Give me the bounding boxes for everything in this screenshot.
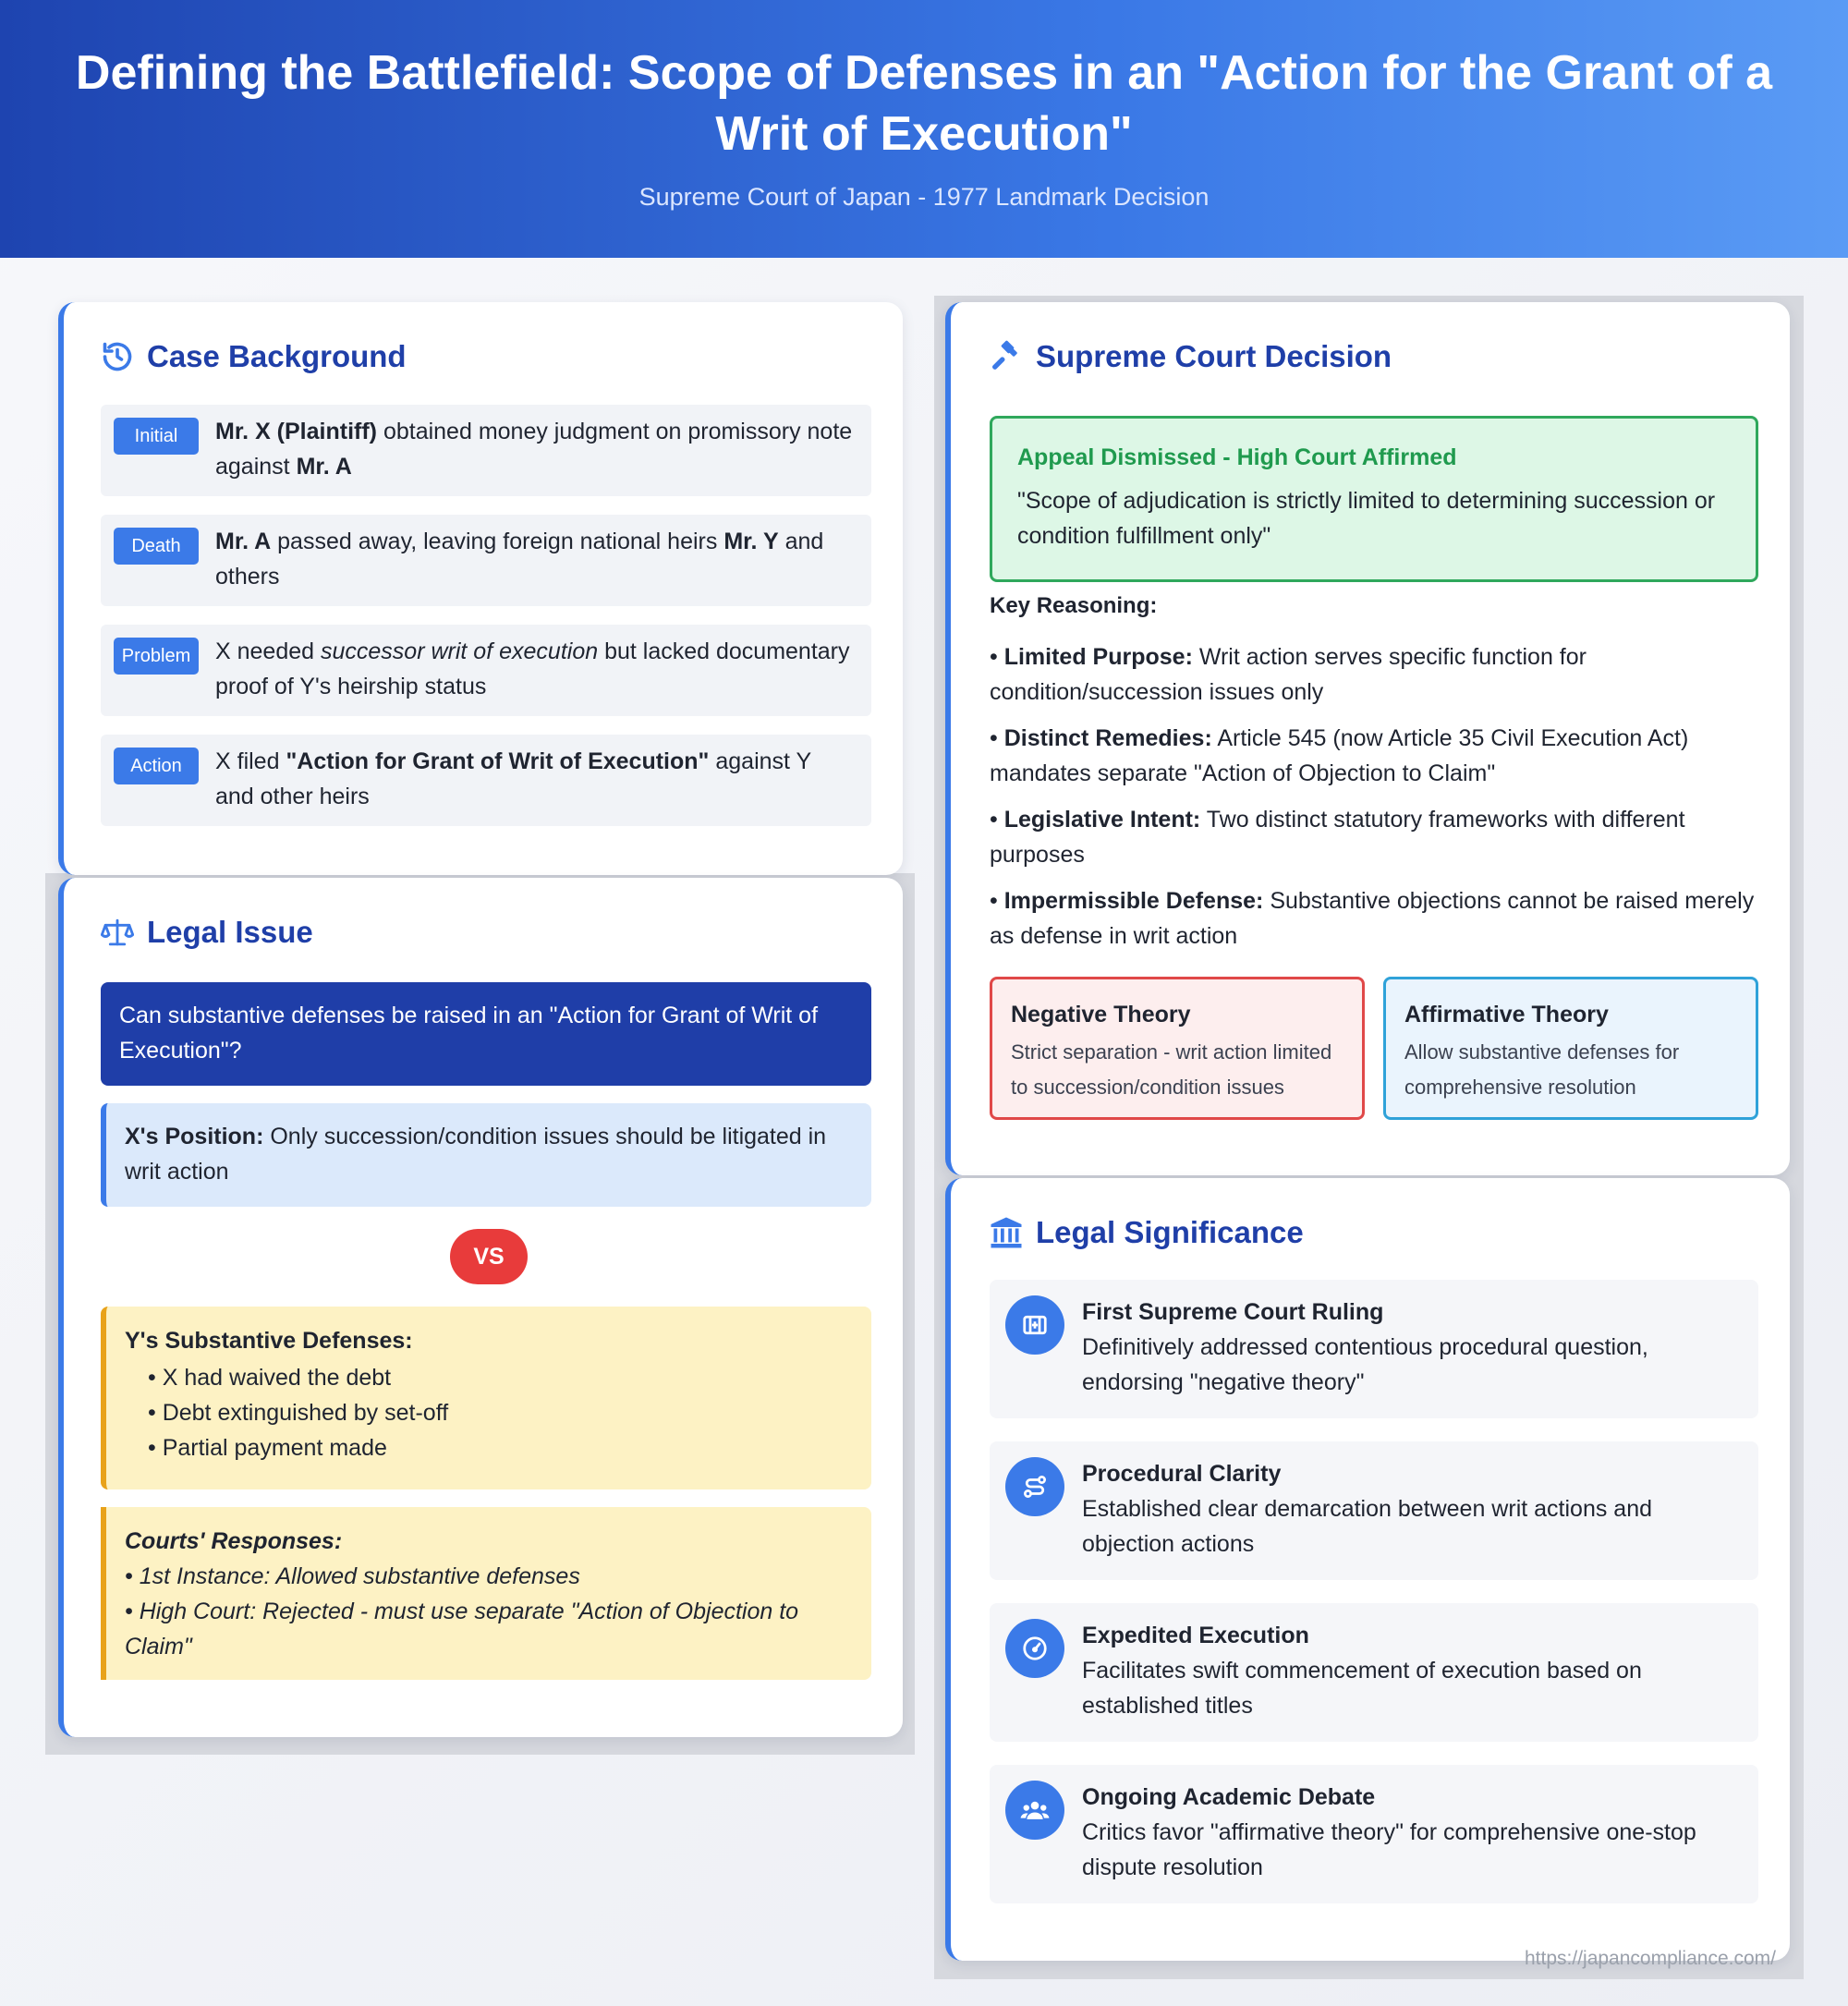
timeline-tag: Action (114, 748, 199, 784)
reasoning-text: Substantive objections cannot be raised merely as defense in writ action (990, 888, 1755, 949)
text-bold: "Action for Grant of Writ of Execution" (286, 748, 710, 774)
timeline-text (215, 524, 853, 594)
y-defenses-box (101, 1307, 871, 1489)
route-icon (1005, 1457, 1064, 1516)
scales-icon (101, 916, 134, 949)
text-italic: successor writ of execution (321, 638, 599, 664)
timeline-tag: Problem (114, 638, 199, 675)
significance-item-desc: Facilitates swift commencement of execution based on established titles (1082, 1658, 1642, 1719)
decision-heading (990, 339, 1392, 374)
legal-issue-title: Legal Issue (147, 915, 313, 949)
timeline-row-action (101, 735, 871, 826)
reasoning-label: Distinct Remedies: (1003, 725, 1212, 751)
significance-item-title: Procedural Clarity (1082, 1461, 1282, 1487)
first-aid-icon (1005, 1295, 1064, 1355)
text-bold: Mr. X (Plaintiff) (215, 419, 377, 444)
negative-theory-title: Negative Theory (1011, 1002, 1191, 1027)
significance-item-desc: Definitively addressed contentious procedural question, endorsing "negative theory" (1082, 1334, 1648, 1395)
decision-title: Supreme Court Decision (1036, 339, 1392, 373)
negative-theory-box (990, 977, 1365, 1120)
reasoning-item: • Legislative Intent: Two distinct statutory frameworks with different purposes (990, 807, 1685, 868)
text-bold: Mr. A (215, 529, 272, 554)
text-plain: and others (215, 529, 824, 590)
decision-result-quote: "Scope of adjudication is strictly limited to determining succession or condition fulfillment only" (1017, 488, 1716, 549)
significance-item (990, 1603, 1758, 1742)
list-item: • Debt extinguished by set-off (148, 1400, 449, 1426)
affirmative-theory-box (1383, 977, 1758, 1120)
affirmative-theory-desc: Allow substantive defenses for comprehensive resolution (1404, 1040, 1680, 1099)
timeline-tag: Death (114, 528, 199, 565)
negative-theory-desc: Strict separation - writ action limited to succession/condition issues (1011, 1040, 1332, 1099)
legal-issue-heading (101, 915, 313, 950)
reasoning-label: Limited Purpose: (1003, 644, 1193, 670)
significance-title: Legal Significance (1036, 1215, 1304, 1249)
x-position-text: Only succession/condition issues should be litigated in writ action (125, 1124, 827, 1185)
x-position (101, 1103, 871, 1207)
y-defenses-title: Y's Substantive Defenses: (125, 1328, 413, 1354)
history-icon (101, 340, 134, 373)
page-header (0, 0, 1848, 258)
timeline-text (215, 634, 853, 704)
text-plain: but lacked documentary proof of Y's heirship status (215, 638, 850, 699)
list-item: • High Court: Rejected - must use separate "Action of Objection to Claim" (125, 1599, 799, 1660)
reasoning-item: • Impermissible Defense: Substantive objections cannot be raised merely as defense in writ action (990, 888, 1755, 949)
x-position-label: X's Position: (125, 1124, 264, 1149)
significance-item-desc: Critics favor "affirmative theory" for comprehensive one-stop dispute resolution (1082, 1819, 1696, 1880)
timeline-tag: Initial (114, 418, 199, 455)
text-plain: X filed (215, 748, 286, 774)
case-background-card (58, 302, 903, 875)
courts-responses-box (101, 1507, 871, 1680)
decision-card (945, 302, 1790, 1175)
timeline-text (215, 744, 853, 814)
reasoning-label: Impermissible Defense: (1003, 888, 1264, 914)
affirmative-theory-title: Affirmative Theory (1404, 1002, 1609, 1027)
y-defenses-list (125, 1360, 853, 1465)
footer-url: https://japancompliance.com/ (1525, 1948, 1776, 1969)
reasoning-text: Two distinct statutory frameworks with different purposes (990, 807, 1685, 868)
gavel-icon (990, 340, 1023, 373)
vs-badge: VS (450, 1229, 528, 1284)
significance-item-title: Expedited Execution (1082, 1623, 1309, 1648)
significance-card (945, 1178, 1790, 1961)
text-plain: against Y and other heirs (215, 748, 811, 809)
reasoning-item: • Distinct Remedies: Article 545 (now Article 35 Civil Execution Act) mandates separate "Action of Objection to Claim" (990, 725, 1689, 786)
speedometer-icon (1005, 1619, 1064, 1678)
page-title: Defining the Battlefield: Scope of Defenses in an "Action for the Grant of a Writ of Execution" (75, 46, 1773, 161)
list-item: • Partial payment made (148, 1435, 387, 1461)
significance-item-title: First Supreme Court Ruling (1082, 1299, 1384, 1325)
timeline-row-problem (101, 625, 871, 716)
timeline-row-death (101, 515, 871, 606)
decision-result-box (990, 416, 1758, 582)
case-background-title: Case Background (147, 339, 407, 373)
reasoning-label: Legislative Intent: (1003, 807, 1201, 833)
timeline-text (215, 414, 853, 484)
list-item: • 1st Instance: Allowed substantive defenses (125, 1563, 580, 1589)
text-bold: Mr. Y (723, 529, 779, 554)
significance-item (990, 1765, 1758, 1903)
timeline-row-initial (101, 405, 871, 496)
case-background-heading (101, 339, 407, 374)
text-plain: passed away, leaving foreign national heirs (271, 529, 724, 554)
key-reasoning-title: Key Reasoning: (990, 593, 1158, 618)
page-subtitle: Supreme Court of Japan - 1977 Landmark Decision (638, 183, 1210, 211)
reasoning-text: Article 545 (now Article 35 Civil Execution Act) mandates separate "Action of Objection to Claim" (990, 725, 1689, 786)
reasoning-item: • Limited Purpose: Writ action serves specific function for condition/succession issues only (990, 644, 1587, 705)
courts-title: Courts' Responses: (125, 1528, 343, 1554)
users-icon (1005, 1781, 1064, 1840)
decision-result-title: Appeal Dismissed - High Court Affirmed (1017, 444, 1457, 470)
text-plain: X needed (215, 638, 321, 664)
legal-question: Can substantive defenses be raised in an "Action for Grant of Writ of Execution"? (101, 982, 871, 1086)
text-bold: Mr. A (296, 454, 352, 480)
list-item: • X had waived the debt (148, 1365, 392, 1391)
significance-item (990, 1441, 1758, 1580)
significance-item-desc: Established clear demarcation between writ actions and objection actions (1082, 1496, 1653, 1557)
landmark-icon (990, 1216, 1023, 1249)
legal-issue-card (58, 878, 903, 1737)
significance-item (990, 1280, 1758, 1418)
reasoning-text: Writ action serves specific function for condition/succession issues only (990, 644, 1587, 705)
significance-item-title: Ongoing Academic Debate (1082, 1784, 1376, 1810)
text-plain: obtained money judgment on promissory note against (215, 419, 853, 480)
significance-heading (990, 1215, 1304, 1250)
